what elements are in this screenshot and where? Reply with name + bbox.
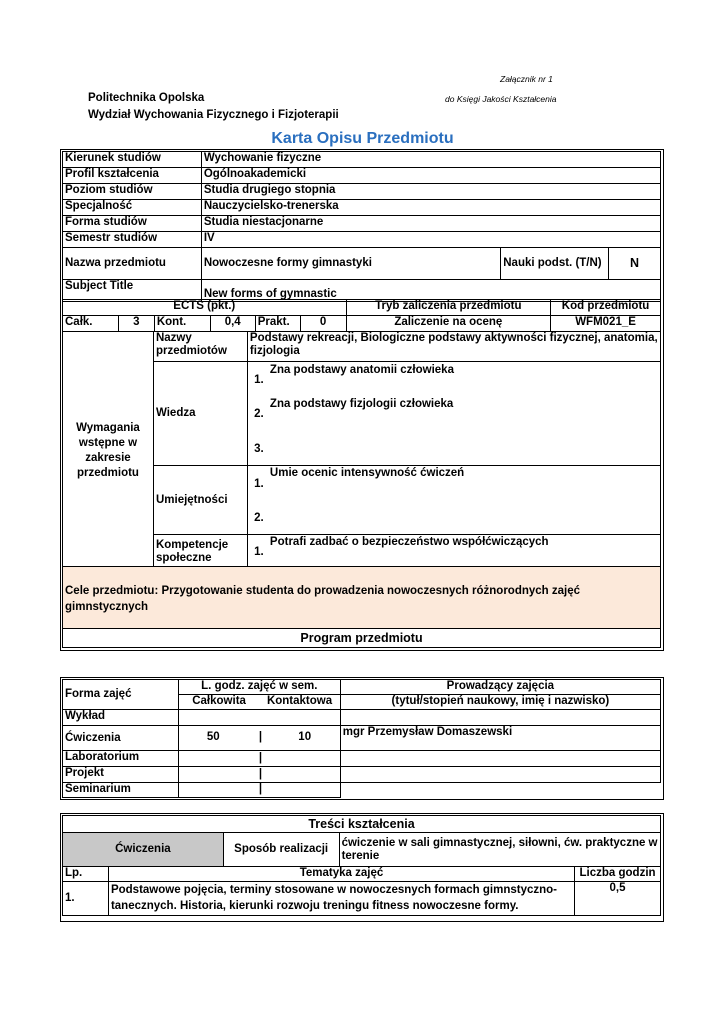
forma-value: Studia niestacjonarne [201, 216, 660, 232]
contact-header: Kontaktowa [259, 695, 340, 710]
info-table [62, 151, 661, 302]
knowledge-num-3: 3. [254, 443, 264, 455]
university-name: Politechnika Opolska [88, 92, 205, 104]
poziom-label: Poziom studiów [63, 184, 202, 200]
kod-header: Kod przedmiotu [551, 300, 661, 316]
knowledge-num-2: 2. [254, 408, 264, 420]
topic-text: Podstawowe pojęcia, terminy stosowane w nowoczesnych formach gimnstyczno-tanecznych. Historia, kierunki rozwoju treningu fitness nowoczesne formy. [108, 882, 574, 916]
competences-item-1: Potrafi zadbać o bezpieczeństwo współćwiczących [269, 536, 549, 548]
content-table [62, 815, 661, 916]
requirements-label: Wymagania wstępne w zakresie przedmiotu [63, 332, 154, 570]
attachment-reference: do Księgi Jakości Kształcenia [445, 94, 557, 104]
knowledge-item-1: Zna podstawy anatomii człowieka [269, 364, 454, 376]
skills-label: Umiejętności [153, 466, 247, 535]
content-title: Treści kształcenia [63, 816, 661, 833]
tryb-header: Tryb zaliczenia przedmiotu [346, 300, 551, 316]
forma-zajec-header: Forma zajęć [63, 680, 179, 710]
form-name: Wykład [63, 710, 179, 726]
kierunek-value: Wychowanie fizyczne [201, 152, 660, 168]
ects-table [62, 299, 661, 332]
competences-list [248, 535, 660, 569]
competences-label: Kompetencje społeczne [153, 535, 247, 570]
hours-count-header: Liczba godzin [575, 867, 661, 882]
nauki-label: Nauki podst. (T/N) [501, 248, 609, 280]
topic-hours: 0,5 [575, 882, 661, 916]
skills-num-1: 1. [254, 478, 264, 490]
table-row [63, 726, 661, 751]
form-contact [259, 710, 340, 726]
knowledge-item-2: Zna podstawy fizjologii człowieka [269, 398, 454, 410]
ects-header: ECTS (pkt.) [63, 300, 347, 316]
nazwa-label: Nazwa przedmiotu [63, 248, 202, 280]
skills-list [248, 466, 660, 534]
forma-label: Forma studiów [63, 216, 202, 232]
nauki-value: N [609, 248, 661, 280]
form-total: 50 [206, 731, 220, 743]
knowledge-num-1: 1. [254, 374, 264, 386]
subject-label: Subject Title [63, 280, 202, 302]
form-teacher: mgr Przemysław Domaszewski [340, 726, 660, 751]
form-separator: | [258, 731, 263, 743]
semestr-value: IV [201, 232, 660, 248]
form-separator: | [258, 768, 263, 780]
total-header: Całkowita [178, 695, 259, 710]
lp-header: Lp. [63, 867, 109, 882]
subject-value: New forms of gymnastic [201, 280, 660, 302]
prerequisites-label: Nazwy przedmiotów [153, 332, 247, 362]
table-row [63, 882, 661, 916]
form-name: Projekt [63, 767, 179, 783]
specjalnosc-value: Nauczycielsko-trenerska [201, 200, 660, 216]
form-name: Ćwiczenia [63, 726, 179, 751]
topic-lp: 1. [63, 882, 109, 916]
profil-value: Ogólnoakademicki [201, 168, 660, 184]
form-separator: | [258, 783, 263, 795]
form-teacher [340, 710, 660, 726]
kierunek-label: Kierunek studiów [63, 152, 202, 168]
activity-type: Ćwiczenia [63, 833, 224, 867]
prakt-label: Prakt. [255, 316, 300, 332]
calk-value: 3 [118, 316, 154, 332]
table-row [63, 767, 661, 783]
form-teacher [340, 783, 660, 798]
topic-header: Tematyka zajęć [108, 867, 574, 882]
kont-label: Kont. [154, 316, 210, 332]
teacher-subheader: (tytuł/stopień naukowy, imię i nazwisko) [340, 695, 660, 710]
teacher-header: Prowadzący zajęcia [340, 680, 660, 695]
competences-num-1: 1. [254, 546, 264, 558]
course-goals: Cele przedmiotu: Przygotowanie studenta do prowadzenia nowoczesnych różnorodnych zajęć gimnstycznych [63, 567, 661, 629]
calk-label: Całk. [63, 316, 119, 332]
prakt-value: 0 [300, 316, 346, 332]
table-row [63, 710, 661, 726]
kod-value: WFM021_E [551, 316, 661, 332]
attachment-number: Załącznik nr 1 [500, 74, 553, 84]
nazwa-value: Nowoczesne formy gimnastyki [201, 248, 500, 280]
profil-label: Profil kształcenia [63, 168, 202, 184]
form-name: Laboratorium [63, 751, 179, 767]
kont-value: 0,4 [210, 316, 255, 332]
page-title: Karta Opisu Przedmiotu [271, 130, 454, 147]
program-title: Program przedmiotu [63, 629, 661, 648]
requirements-table [62, 331, 661, 570]
tryb-value: Zaliczenie na ocenę [346, 316, 551, 332]
specjalnosc-label: Specjalność [63, 200, 202, 216]
knowledge-label: Wiedza [153, 362, 247, 466]
poziom-value: Studia drugiego stopnia [201, 184, 660, 200]
faculty-name: Wydział Wychowania Fizycznego i Fizjoterapii [88, 109, 339, 121]
form-contact: 10 [298, 731, 312, 743]
skills-item-1: Umie ocenic intensywność ćwiczeń [269, 467, 465, 479]
forms-table [62, 679, 661, 798]
form-total [178, 710, 259, 726]
table-row [63, 751, 661, 767]
form-name: Seminarium [63, 783, 179, 798]
table-row [63, 783, 661, 798]
form-separator: | [258, 752, 263, 764]
prerequisites-value: Podstawy rekreacji, Biologiczne podstawy aktywności fizycznej, anatomia, fizjologia [247, 332, 660, 362]
form-teacher [340, 751, 660, 767]
method-label: Sposób realizacji [223, 833, 339, 867]
knowledge-list [248, 362, 660, 465]
goals-table [62, 566, 661, 648]
form-teacher [340, 767, 660, 783]
semestr-label: Semestr studiów [63, 232, 202, 248]
method-value: ćwiczenie w sali gimnastycznej, siłowni, ćw. praktyczne w terenie [339, 833, 660, 867]
hours-header: L. godz. zajęć w sem. [178, 680, 340, 695]
skills-num-2: 2. [254, 512, 264, 524]
